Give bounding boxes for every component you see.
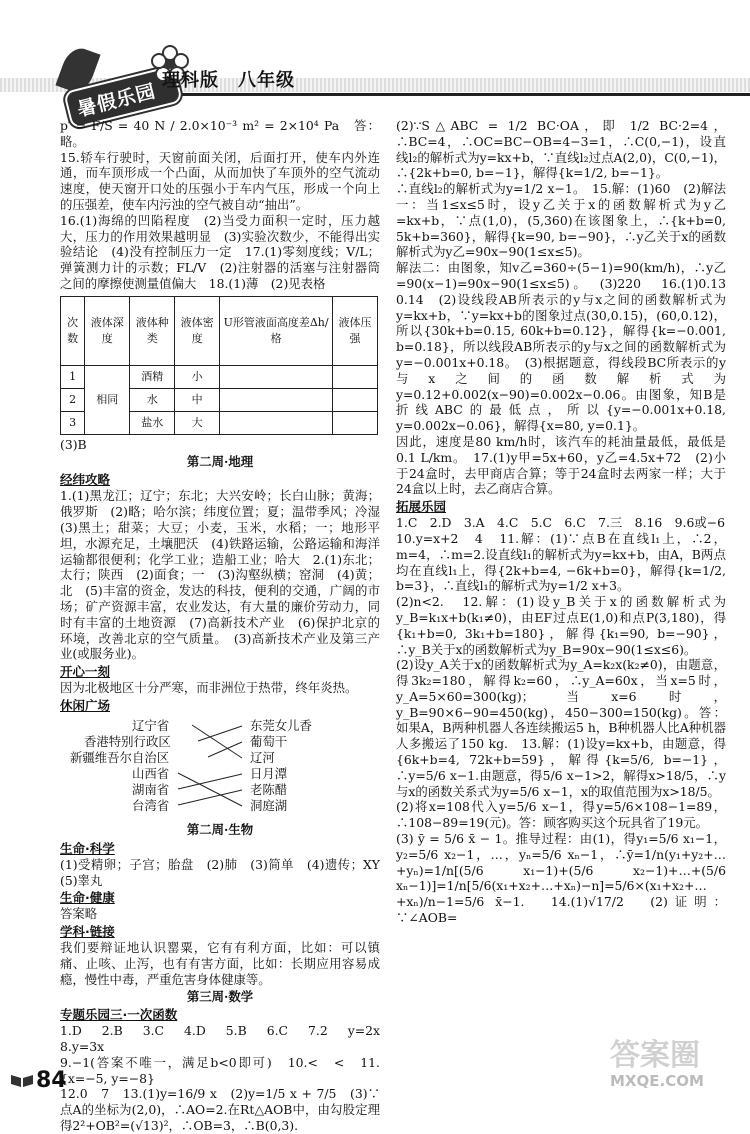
section-heading: 休闲广场 bbox=[60, 697, 111, 713]
answer-paragraph: 1.(1)黑龙江；辽宁；东北；大兴安岭；长白山脉；黄海；俄罗斯 (2)略；哈尔滨；纬度位置；夏；温带季风；冷湿 (3)黑土；甜菜；大豆；小麦，玉米，水稻；一；地形平坦，水源充足，土壤肥沃 (4)铁路运输，公路运输和海洋运输都很便利；化学工业；造船工业；哈大 2.(1)东北；太行；陕西 (2)面食；一 (3)沟壑纵横；窑洞 (4)黄；北 (5)丰富的资金，发达的科技，便利的交通，广阔的市场；矿产资源丰富，农业发达，有大量的廉价劳动力，同时有丰富的土地资源 (7)高新技术产业 (6)保护北京的环境，改善北京的空气质量。 (3)高新技术产业及第三产业(或服务业)。 bbox=[60, 488, 393, 662]
page-header bbox=[0, 0, 750, 121]
table-cell: 相同 bbox=[85, 365, 130, 434]
table-cell: 酒精 bbox=[130, 365, 175, 388]
table-cell bbox=[333, 388, 378, 411]
match-right-item: 葡萄干 bbox=[250, 733, 288, 749]
table-header-cell: 液体种类 bbox=[130, 296, 175, 365]
match-left-item: 台湾省 bbox=[132, 797, 170, 813]
match-right-item: 辽河 bbox=[250, 749, 275, 765]
match-left-item: 香港特别行政区 bbox=[84, 733, 171, 749]
watermark bbox=[610, 1040, 740, 1100]
section-heading: 生命·健康 bbox=[60, 890, 115, 906]
answer-paragraph: 16.(1)海绵的凹陷程度 (2)当受力面积一定时，压力越大，压力的作用效果越明显 (3)实验次数少，不能得出实验结论 (4)没有控制压力一定 17.(1)零刻度线；V/L；弹簧测力计的示数；FL/V (2)注射器的活塞与注射器筒之间的摩擦使测量值偏大 18.(1)薄 (2)见表格 bbox=[60, 212, 380, 291]
table-header-cell: 次数 bbox=[61, 296, 85, 365]
answer-paragraph: 12.0 7 13.(1)y=16/9 x (2)y=1/5 x + 7/5 (3)∵点A的坐标为(2,0)，∴AO=2.在Rt△AOB中，由勾股定理得2²+OB²=(√13)²，∴OB=3，∴B(0,3). bbox=[60, 1086, 380, 1134]
answer-paragraph: 我们要辩证地认识罂粟，它有有利方面，比如：可以镇痛、止咳、止泻，也有有害方面，比如：长期应用容易成瘾，慢性中毒，严重危害身体健康等。 bbox=[60, 940, 380, 987]
section-heading: 专题乐园三·一次函数 bbox=[60, 1007, 178, 1023]
table-header-row bbox=[61, 296, 378, 365]
section-heading: 经纬攻略 bbox=[60, 472, 111, 488]
answer-paragraph: (2)将x=108代入y=5/6 x−1，得y=5/6×108−1=89，∴108−89=19(元)。答：顾客购买这个玩具省了19元。 bbox=[396, 799, 726, 831]
table-cell: 中 bbox=[175, 388, 220, 411]
header-rule bbox=[150, 93, 750, 96]
match-right-item: 日月潭 bbox=[250, 765, 288, 781]
match-left-item: 山西省 bbox=[132, 765, 170, 781]
table-cell: 大 bbox=[175, 411, 220, 434]
answer-paragraph: (2)设y_A关于x的函数解析式为y_A=k₂x(k₂≠0)，由题意，得3k₂=180，解得k₂=60，∴y_A=60x，当x=5时，y_A=5×60=300(kg)；当x=6时，y_B=90×6−90=450(kg)，450−300=150(kg)。答：如果A，B两种机器人各连续搬运5 h，B种机器人比A种机器人多搬运了150 kg. 13.解：(1)设y=kx+b，由题意，得{6k+b=4, 72k+b=59}，解得{k=5/6, b=−1}，∴y=5/6 x−1.由题意，得5/6 x−1>2，解得x>18/5，∴y与x的函数关系式为y=5/6 x−1，x的取值范围为x>18/5。 bbox=[396, 657, 726, 799]
answer-paragraph: (2)∵S△ABC = 1/2 BC·OA，即 1/2 BC·2=4，∴BC=4，∴OC=BC−OB=4−3=1，∴C(0,−1)，设直线l₂的解析式为y=kx+b，∵直线l₂过点A(2,0)，C(0,−1)，∴{2k+b=0, b=−1}，解得{k=1/2, b=−1}。 bbox=[396, 118, 726, 181]
week-heading: 第二周·生物 bbox=[186, 821, 254, 837]
answer-paragraph: (2)n<2. 12.解：(1)设y_B关于x的函数解析式为y_B=k₁x+b(k₁≠0)，由EF过点E(1,0)和点P(3,180)，得{k₁+b=0, 3k₁+b=180}，解得{k₁=90, b=−90}，∴y_B关于x的函数解析式为y_B=90x−90(1≤x≤6)。 bbox=[396, 594, 726, 657]
answer-paragraph: 答案略 bbox=[60, 906, 98, 922]
logo bbox=[22, 22, 159, 121]
watermark-logo-text: 答案圈 bbox=[610, 1038, 700, 1073]
match-right-item: 老陈醋 bbox=[250, 781, 288, 797]
section-heading: 生命·科学 bbox=[60, 840, 115, 856]
match-left-item: 辽宁省 bbox=[132, 717, 170, 733]
section-heading: 拓展乐园 bbox=[396, 499, 447, 515]
left-column bbox=[60, 118, 393, 1134]
table-row bbox=[61, 365, 378, 388]
logo-text: 暑假乐园 bbox=[75, 80, 159, 121]
table-cell bbox=[333, 411, 378, 434]
table-cell: 盐水 bbox=[130, 411, 175, 434]
match-left-item: 新疆维吾尔自治区 bbox=[70, 749, 170, 765]
answer-paragraph: 解法二：由图象，知v乙=360÷(5−1)=90(km/h)，∴y乙=90(x−1)=90x−90(1≤x≤5)。 (3)220 16.(1)0.13 0.14 (2)设线段AB所表示的y与x之间的函数解析式为y=kx+b，∵y=kx+b的图象过点(30,0.15)，(60,0.12)，所以{30k+b=0.15, 60k+b=0.12}，解得{k=−0.001, b=0.18}，所以线段AB所表示的y与x之间的函数解析式为y=−0.001x+0.18。 (3)根据题意，得线段BC所表示的y与x之间的函数解析式为y=0.12+0.002(x−90)=0.002x−0.06。由图象，知B是折线ABC的最低点，所以{y=−0.001x+0.18, y=0.002x−0.06}，解得{x=80, y=0.1}。 bbox=[396, 260, 739, 434]
table-cell bbox=[220, 411, 333, 434]
table-cell: 3 bbox=[61, 411, 85, 434]
answer-paragraph: ∴直线l₂的解析式为y=1/2 x−1。 15.解：(1)60 (2)解法一：当1≤x≤5时，设y乙关于x的函数解析式为y乙=kx+b，∵点(1,0)，(5,360)在该图象上，∴{k+b=0, 5k+b=360}，解得{k=90, b=−90}，∴y乙关于x的函数解析式为y乙=90x−90(1≤x≤5)。 bbox=[396, 181, 726, 260]
table-header-cell: 液体密度 bbox=[175, 296, 220, 365]
right-column bbox=[396, 118, 739, 926]
watermark-url: MXQE.COM bbox=[610, 1072, 704, 1090]
table-header-cell: 液体压强 bbox=[333, 296, 378, 365]
answer-paragraph: 因为北极地区十分严寒，而非洲位于热带，终年炎热。 bbox=[60, 680, 358, 696]
matching-lines bbox=[60, 718, 380, 818]
answer-paragraph: p′ = F/S = 40 N / 2.0×10⁻³ m² = 2×10⁴ Pa 答：略。 bbox=[60, 118, 380, 149]
table-cell bbox=[333, 365, 378, 388]
table-cell: 小 bbox=[175, 365, 220, 388]
table-header-cell: U形管液面高度差Δh/格 bbox=[220, 296, 333, 365]
match-right-item: 东莞女儿香 bbox=[250, 717, 312, 733]
answer-paragraph: 10.y=x+2 4 11.解：(1)∵点B在直线l₁上，∴2，m=4，∴m=2.设直线l₁的解析式为y=kx+b，由A，B两点均在直线l₁上，得{2k+b=4, −6k+b=0}，解得{k=1/2, b=3}，∴直线l₁的解析式为y=1/2 x+3。 bbox=[396, 530, 726, 594]
answer-paragraph: 9.−1(答案不唯一，满足b<0即可) 10.< < 11.{x=−5, y=−8} bbox=[60, 1054, 380, 1086]
book-icon bbox=[10, 1072, 34, 1088]
week-heading: 第三周·数学 bbox=[186, 988, 254, 1004]
header-subtitle: 理科版 八年级 bbox=[162, 70, 295, 91]
answer-paragraph: 15.轿车行驶时，天窗前面关闭，后面打开，使车内外连通，而车顶形成一个凸面，从而加快了车顶外的空气流动速度，使天窗开口处的压强小于车内气压，形成一个向上的压强差，使车内污浊的空气被自动“抽出”。 bbox=[60, 149, 380, 212]
page-number: 84 bbox=[36, 1068, 67, 1093]
answer-paragraph: (1)受精卵；子宫；胎盘 (2)肺 (3)简单 (4)遗传；XY (5)睾丸 bbox=[60, 856, 393, 888]
match-right-item: 洞庭湖 bbox=[250, 797, 288, 813]
section-heading: 学科·链接 bbox=[60, 924, 115, 940]
match-left-item: 湖南省 bbox=[132, 781, 170, 797]
table-cell: 水 bbox=[130, 388, 175, 411]
section-heading: 开心一刻 bbox=[60, 664, 111, 680]
table-cell: 1 bbox=[61, 365, 85, 388]
table-cell: 2 bbox=[61, 388, 85, 411]
table-cell bbox=[220, 388, 333, 411]
week-heading: 第二周·地理 bbox=[186, 453, 254, 469]
answer-paragraph: 因此，速度是80 km/h时，该汽车的耗油量最低，最低是0.1 L/km。 17.(1)y甲=5x+60，y乙=4.5x+72 (2)小于24盒时，去甲商店合算；等于24盒时去两家一样；大于24盒以上时，去乙商店合算。 bbox=[396, 433, 726, 497]
matching-exercise bbox=[60, 718, 380, 818]
table-cell bbox=[220, 365, 333, 388]
table-header-cell: 液体深度 bbox=[85, 296, 130, 365]
answer-paragraph: 1.D 2.B 3.C 4.D 5.B 6.C 7.2 y=2x 8.y=3x bbox=[60, 1023, 393, 1055]
answer-paragraph: (3)B bbox=[60, 436, 87, 452]
experiment-table bbox=[60, 296, 378, 435]
answer-paragraph: 1.C 2.D 3.A 4.C 5.C 6.C 7.三 8.16 9.6或−6 bbox=[396, 515, 726, 531]
answer-paragraph: (3) ȳ = 5/6 x̄ − 1。推导过程：由(1)，得y₁=5/6 x₁−1，y₂=5/6 x₂−1，…，yₙ=5/6 xₙ−1，∴ȳ=1/n(y₁+y₂+…+yₙ)=1/n[(5/6 x₁−1)+(5/6 x₂−1)+…+(5/6 xₙ−1)]=1/n[5/6(x₁+x₂+…+xₙ)−n]=5/6×(x₁+x₂+…+xₙ)/n−1=5/6 x̄−1. 14.(1)√17/2 (2)证明：∵∠AOB= bbox=[396, 831, 726, 926]
